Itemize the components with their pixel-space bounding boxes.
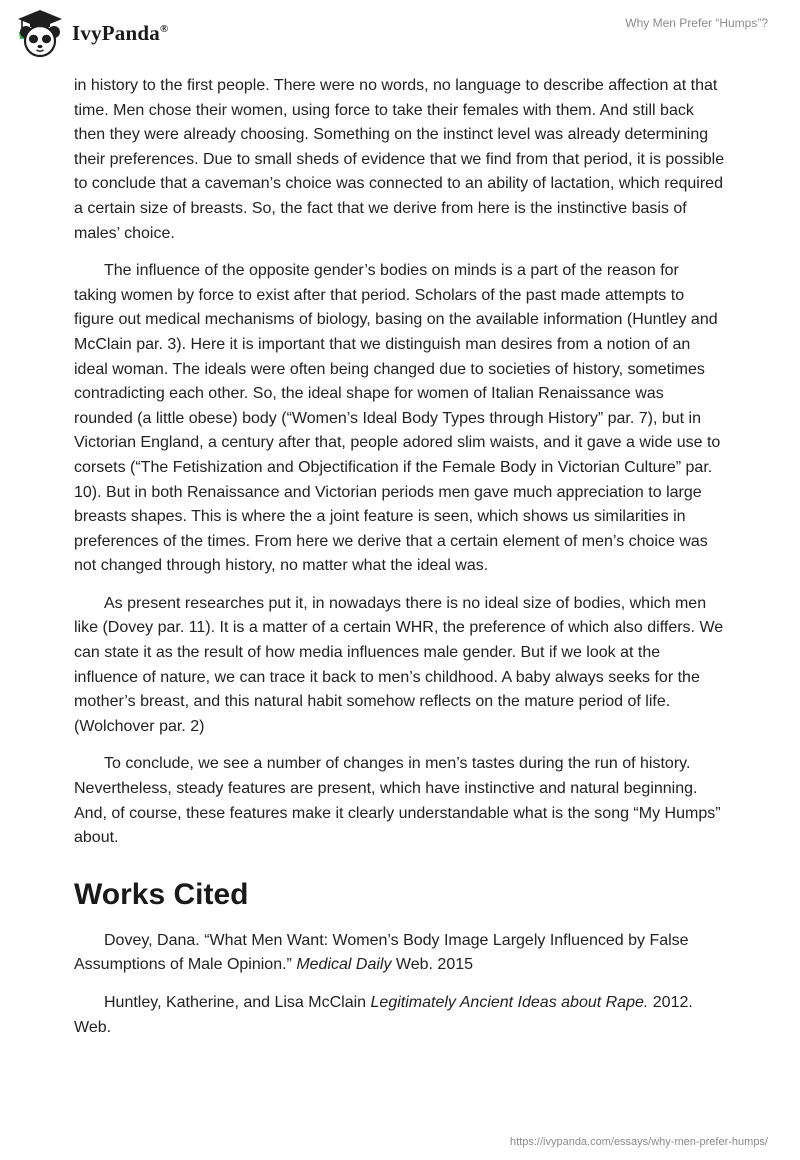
paragraph-4: To conclude, we see a number of changes in men’s tastes during the run of history. Nevertheless, steady features are present, which have instinctive and natural beginning. And, of course, these features make it clearly understandable what is the song “My Humps” about. [74, 755, 721, 847]
works-cited-heading: Works Cited [74, 877, 249, 911]
citation-entry-1 [74, 929, 726, 978]
citation-2-tail: 2012. Web. [74, 994, 693, 1036]
citation-1-tail: Web. 2015 [391, 956, 474, 974]
paragraph-2: The influence of the opposite gender’s bodies on minds is a part of the reason for taking women by force to exist after that period. Scholars of the past made attempts to figure out medical mechanisms of biology, basing on the available information (Huntley and McClain par. 3). Here it is important that we distinguish man desires from a notion of an ideal woman. The ideals were often being changed due to societies of history, sometimes contradicting each other. So, the ideal shape for women of Italian Renaissance was rounded (a little obese) body (“Women’s Ideal Body Types through History” par. 7), but in Victorian England, a century after that, people adored slim waists, and it gave a wide use to corsets (“The Fetishization and Objectification if the Female Body in Victorian Culture” par. 10). But in both Renaissance and Victorian periods men gave much appreciation to large breasts shapes. This is where the a joint feature is seen, which shows us similarities in preferences of the times. From here we derive that a certain element of men’s choice was not changed through history, no matter what the ideal was. [74, 262, 721, 575]
page-header [0, 0, 800, 64]
paragraph-3: As present researches put it, in nowadays there is no ideal size of bodies, which men like (Dovey par. 11). It is a matter of a certain WHR, the preference of which also differs. We can state it as the result of how media influences male gender. But if we look at the influence of nature, we can trace it back to men’s childhood. A baby always seeks for the mother’s breast, and this natural habit somehow reflects on the mature period of life. (Wolchover par. 2) [74, 594, 724, 735]
essay-content [74, 74, 726, 1053]
citation-2-text: Huntley, Katherine, and Lisa McClain [104, 994, 371, 1011]
ivypanda-logo[interactable] [14, 8, 168, 58]
logo-wordmark [72, 21, 168, 46]
registered-mark: ® [159, 22, 169, 35]
panda-graduate-icon [14, 8, 66, 58]
citation-1-source: Medical Daily [296, 956, 392, 974]
paragraph-1: in history to the first people. There were no words, no language to describe affection at that time. Men chose their women, using force to take their females with them. And still back then they were already choosing. Something on the instinct level was already determining their preferences. Due to small sheds of evidence that we find from that period, it is possible to conclude that a caveman’s choice was connected to an ability of lactation, which required a certain size of breasts. So, the fact that we derive from here is the instinctive basis of males’ choice. [74, 77, 725, 242]
citation-entry-2 [74, 991, 726, 1040]
citation-1-text: Dovey, Dana. “What Men Want: Women’s Body Image Largely Influenced by False Assumptions of Male Opinion.” [74, 931, 689, 974]
citation-2-source: Legitimately Ancient Ideas about Rape. [370, 994, 649, 1011]
document-title: Why Men Prefer “Humps”? [625, 16, 768, 30]
logo-text: IvyPanda [72, 20, 160, 45]
source-url-link[interactable]: https://ivypanda.com/essays/why-men-prefer-humps/ [510, 1136, 768, 1148]
